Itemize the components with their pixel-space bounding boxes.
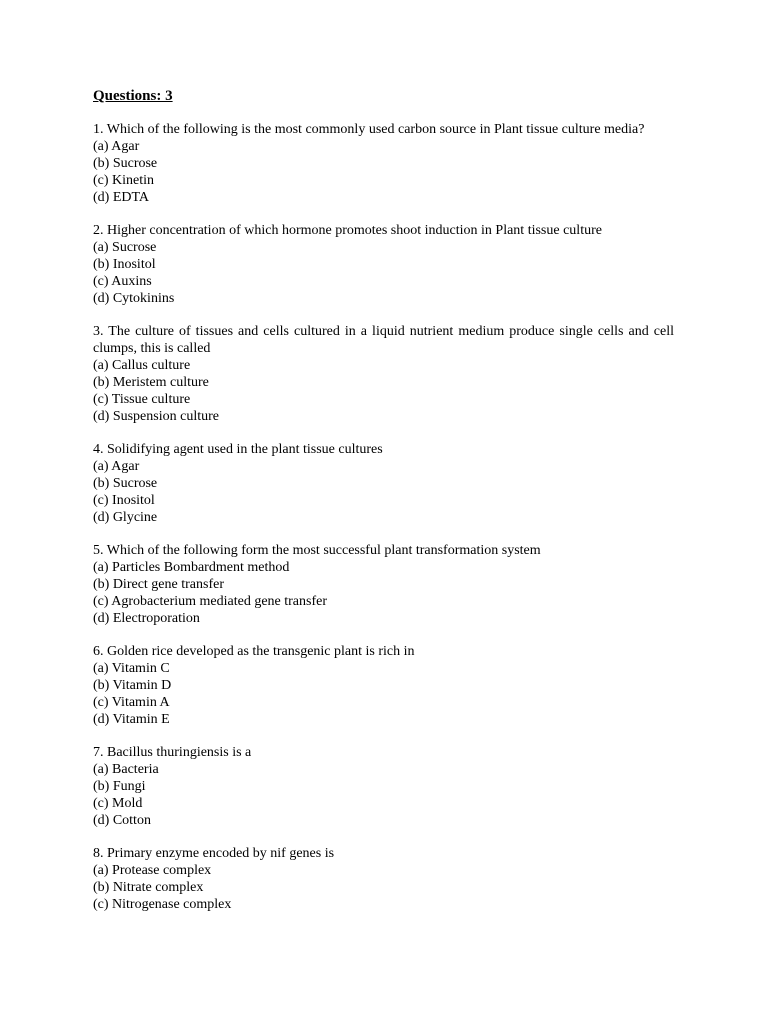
option-c: (c) Agrobacterium mediated gene transfer <box>93 594 328 609</box>
option-d: (d) Suspension culture <box>93 409 219 424</box>
option-b: (b) Sucrose <box>93 476 158 491</box>
option-d: (d) Electroporation <box>93 611 200 626</box>
question-5 <box>93 542 674 627</box>
document-page <box>93 87 674 929</box>
option-c: (c) Tissue culture <box>93 392 191 407</box>
option-b: (b) Direct gene transfer <box>93 577 224 592</box>
question-4 <box>93 441 674 526</box>
option-a: (a) Bacteria <box>93 762 159 777</box>
option-c: (c) Mold <box>93 796 143 811</box>
question-7 <box>93 744 674 829</box>
option-a: (a) Agar <box>93 139 140 154</box>
option-c: (c) Kinetin <box>93 173 155 188</box>
question-text: 1. Which of the following is the most commonly used carbon source in Plant tissue culture media? <box>93 122 645 137</box>
option-d: (d) Cotton <box>93 813 151 828</box>
option-a: (a) Agar <box>93 459 140 474</box>
option-d: (d) Glycine <box>93 510 158 525</box>
question-text: 2. Higher concentration of which hormone promotes shoot induction in Plant tissue culture <box>93 223 602 238</box>
question-6 <box>93 643 674 728</box>
question-text: 4. Solidifying agent used in the plant tissue cultures <box>93 442 383 457</box>
question-3 <box>93 323 674 425</box>
question-text: 7. Bacillus thuringiensis is a <box>93 745 252 760</box>
option-a: (a) Vitamin C <box>93 661 170 676</box>
option-d: (d) Cytokinins <box>93 291 175 306</box>
option-a: (a) Protease complex <box>93 863 212 878</box>
option-a: (a) Particles Bombardment method <box>93 560 290 575</box>
option-c: (c) Nitrogenase complex <box>93 897 232 912</box>
option-a: (a) Callus culture <box>93 358 191 373</box>
option-b: (b) Nitrate complex <box>93 880 204 895</box>
option-b: (b) Vitamin D <box>93 678 172 693</box>
question-text: 8. Primary enzyme encoded by nif genes is <box>93 846 335 861</box>
option-d: (d) Vitamin E <box>93 712 170 727</box>
question-text: 6. Golden rice developed as the transgenic plant is rich in <box>93 644 415 659</box>
question-8 <box>93 845 674 913</box>
page-heading: Questions: 3 <box>93 88 173 104</box>
option-a: (a) Sucrose <box>93 240 157 255</box>
option-b: (b) Inositol <box>93 257 156 272</box>
option-c: (c) Auxins <box>93 274 152 289</box>
option-b: (b) Fungi <box>93 779 146 794</box>
option-b: (b) Meristem culture <box>93 375 209 390</box>
option-d: (d) EDTA <box>93 190 150 205</box>
option-b: (b) Sucrose <box>93 156 158 171</box>
question-text: 3. The culture of tissues and cells cultured in a liquid nutrient medium produce single cells and cell clumps, this is called <box>93 324 674 356</box>
option-c: (c) Vitamin A <box>93 695 170 710</box>
question-text: 5. Which of the following form the most successful plant transformation system <box>93 543 541 558</box>
question-1 <box>93 121 674 206</box>
question-2 <box>93 222 674 307</box>
option-c: (c) Inositol <box>93 493 155 508</box>
